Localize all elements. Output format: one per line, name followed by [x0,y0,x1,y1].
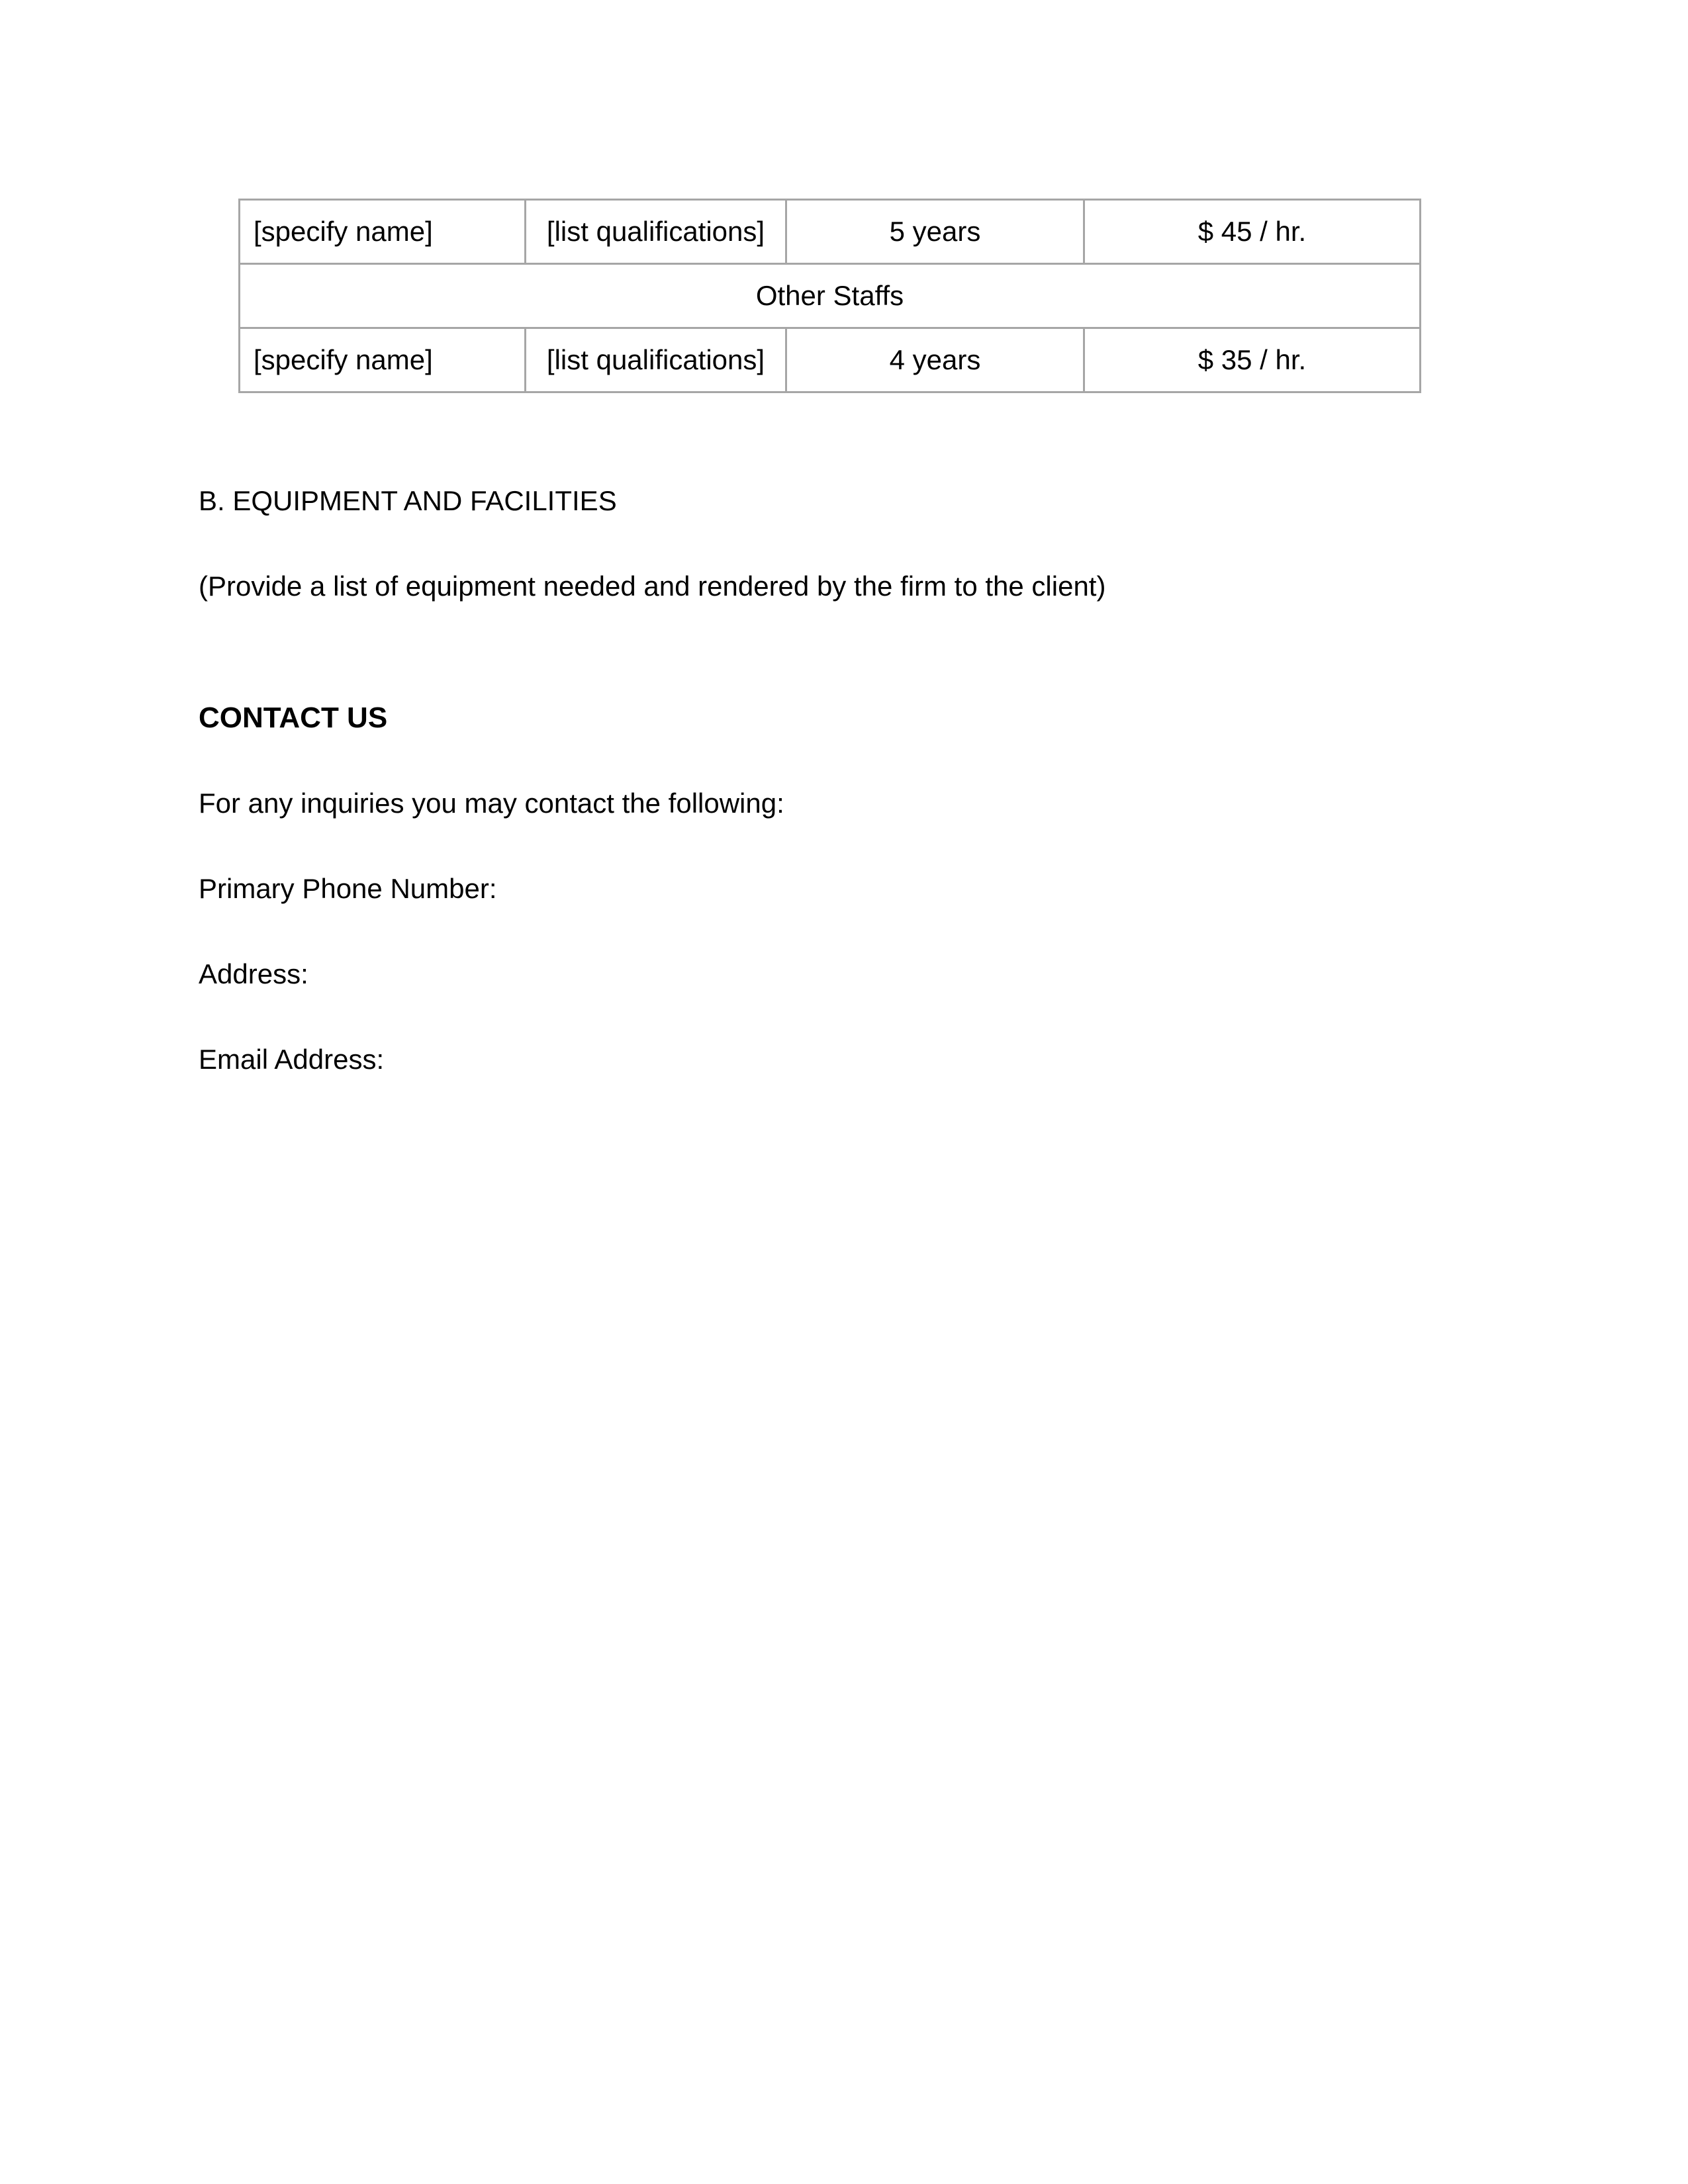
email-label: Email Address: [199,1044,385,1075]
staff-name-cell: [specify name] [240,200,526,264]
rate-cell: $ 45 / hr. [1084,200,1421,264]
contact-heading: CONTACT US [199,702,388,734]
table-row [240,328,1421,392]
staff-name-cell: [specify name] [240,328,526,392]
rate-cell: $ 35 / hr. [1084,328,1421,392]
address-label: Address: [199,958,308,989]
staff-rates-table [238,199,1421,393]
section-b-heading: B. EQUIPMENT AND FACILITIES [199,485,617,516]
experience-cell: 5 years [786,200,1084,264]
table-row [240,200,1421,264]
section-label-cell: Other Staffs [240,264,1421,328]
phone-label: Primary Phone Number: [199,873,497,904]
contact-intro: For any inquiries you may contact the following: [199,788,784,819]
section-b-note: (Provide a list of equipment needed and rendered by the firm to the client) [199,570,1106,602]
qualifications-cell: [list qualifications] [526,328,786,392]
qualifications-cell: [list qualifications] [526,200,786,264]
table-section-row [240,264,1421,328]
experience-cell: 4 years [786,328,1084,392]
